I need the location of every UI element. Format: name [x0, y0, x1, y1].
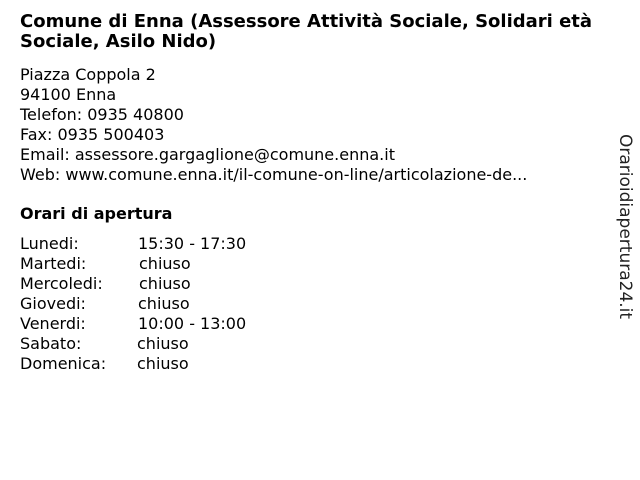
email-label: Email: [20, 145, 75, 164]
day-label: Mercoledi: [20, 274, 103, 293]
web-link[interactable]: www.comune.enna.it/il-comune-on-line/articolazione-de... [65, 165, 528, 184]
day-label: Lunedi: [20, 234, 79, 253]
day-label: Giovedi: [20, 294, 86, 313]
email-line [20, 145, 527, 165]
day-hours: chiuso [139, 274, 191, 293]
web-line [20, 165, 527, 185]
address-block [20, 65, 527, 185]
phone: Telefon: 0935 40800 [20, 105, 184, 124]
day-hours: 15:30 - 17:30 [138, 234, 247, 253]
day-hours: chiuso [139, 254, 191, 273]
day-label: Martedi: [20, 254, 87, 273]
opening-hours-title: Orari di apertura [20, 204, 173, 223]
day-label: Sabato: [20, 334, 82, 353]
day-label: Venerdi: [20, 314, 86, 333]
fax: Fax: 0935 500403 [20, 125, 165, 144]
day-hours: chiuso [137, 334, 189, 353]
web-label: Web: [20, 165, 66, 184]
day-hours: chiuso [137, 354, 189, 373]
day-hours: chiuso [138, 294, 190, 313]
page-title: Comune di Enna (Assessore Attività Sociale, Solidari età Sociale, Asilo Nido) [20, 11, 593, 52]
day-hours: 10:00 - 13:00 [138, 314, 247, 333]
street: Piazza Coppola 2 [20, 65, 156, 84]
email-link[interactable]: assessore.gargaglione@comune.enna.it [74, 145, 395, 164]
city: 94100 Enna [20, 85, 117, 104]
day-label: Domenica: [20, 354, 107, 373]
site-brand-watermark: Orarioidiapertura24.it [615, 134, 635, 320]
